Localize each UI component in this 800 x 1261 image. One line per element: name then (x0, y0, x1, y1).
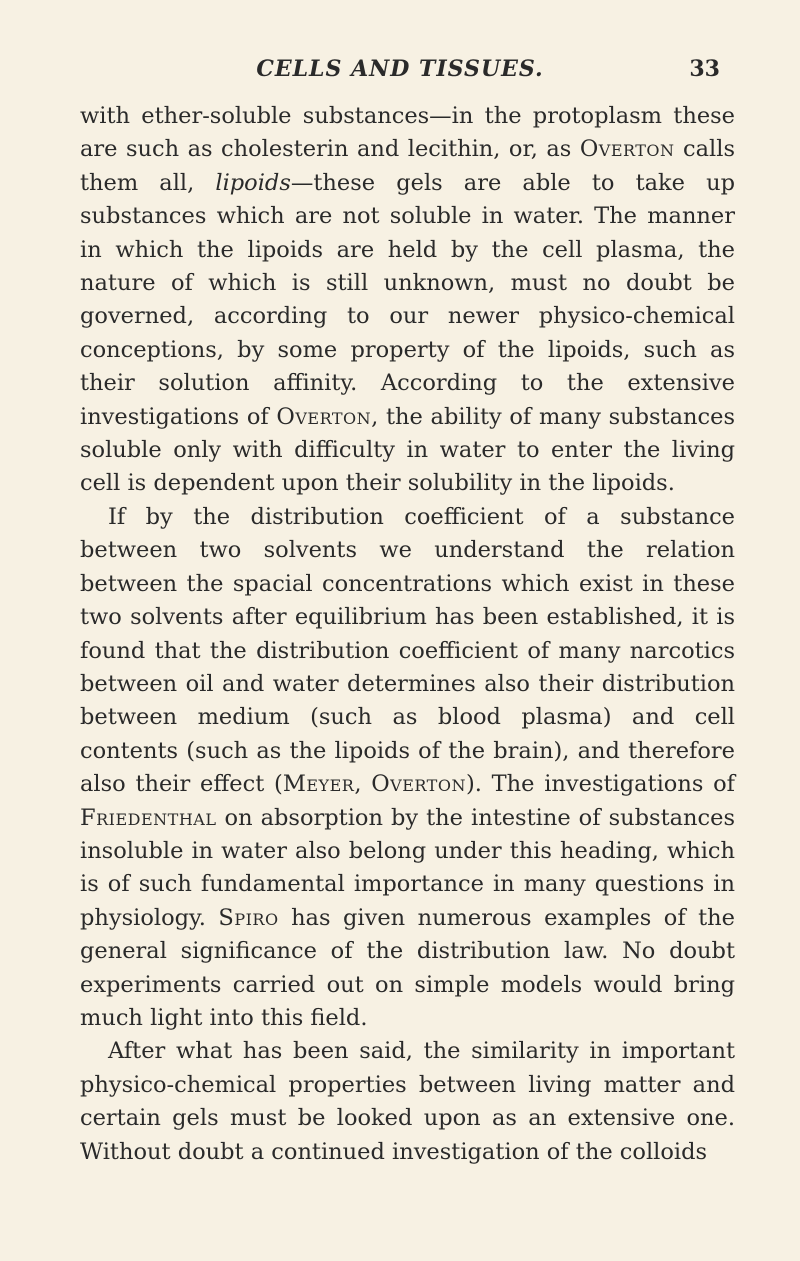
author-name: Meyer (282, 771, 355, 798)
page-number: 33 (689, 56, 720, 82)
author-name: Spiro (218, 904, 279, 931)
page-header (0, 0, 800, 90)
body-text (80, 100, 735, 1169)
paragraph (80, 100, 735, 501)
author-name: Overton (276, 403, 372, 430)
text-run: —these gels are able to take up substances which are not soluble in water. The manner in which the lipoids are held by the cell plasma, the nature of which is still unknown, must no doubt be governed, according to our newer physico-chemical conceptions, by some property of the lipoids, such as their solution affinity. According to the extensive investigations of (80, 169, 735, 430)
author-name: Friedenthal (80, 804, 217, 831)
text-run: with ether-soluble substances—in the protoplasm these are such as cholesterin and lecithin, or, as (80, 103, 735, 163)
text-run: calls them all, (80, 136, 735, 196)
author-name: Overton (371, 771, 466, 798)
text-run: After what has been said, the similarity in important physico-chemical properties between living matter and certain gels must be looked upon as an extensive one. Without doubt a continued investigation of the colloids (80, 1038, 735, 1165)
text-run: If by the distribution coefficient of a substance between two solvents we understand the relation between the spacial concentrations which exist in these two solvents after equilibrium has been established, it is found that the distribution coefficient of many narcotics between oil and water determines also their distribution between medium (such as blood plasma) and cell contents (such as the lipoids of the brain), and therefore also their effect ( (80, 503, 735, 798)
paragraph (80, 1035, 735, 1169)
emphasized-term: lipoids (215, 169, 291, 196)
paragraph (80, 501, 735, 1036)
text-run: has given numerous examples of the general significance of the distribution law. No doubt experiments carried out on simple models would bring much light into this field. (80, 904, 735, 1031)
author-name: Overton (579, 136, 675, 163)
text-run: on absorption by the intestine of substances insoluble in water also belong under this heading, which is of such fundamental importance in many questions in physiology. (80, 804, 735, 931)
running-title: CELLS AND TISSUES. (256, 56, 544, 82)
text-run: , (354, 771, 372, 798)
text-run: ). The investigations of (465, 771, 735, 798)
text-run: , the ability of many substances soluble only with difficulty in water to enter the living cell is dependent upon their solubility in the lipoids. (80, 403, 735, 497)
